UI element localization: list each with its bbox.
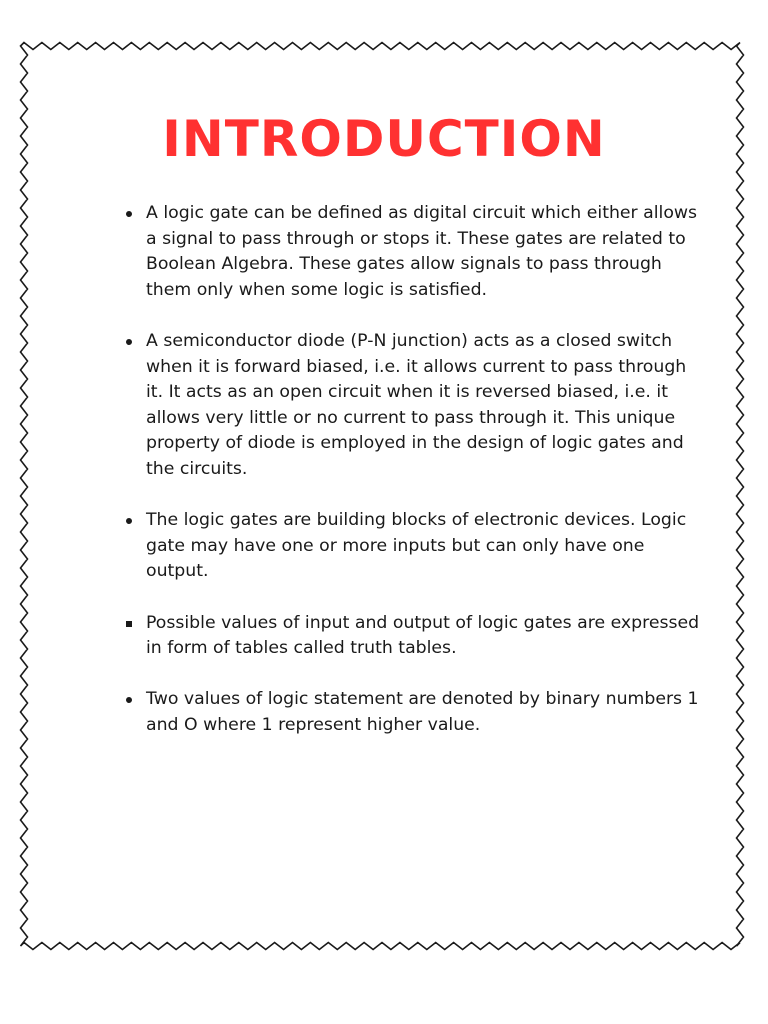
bullet-item bbox=[146, 687, 706, 738]
bullet-square-icon bbox=[126, 621, 132, 627]
bullet-item bbox=[146, 201, 706, 303]
bullet-text: A logic gate can be defined as digital circuit which either allows a signal to pass through or stops it. These gates are related to Boolean Algebra. These gates allow signals to pass through them only when some logic is satisfied. bbox=[146, 203, 698, 300]
page-title: INTRODUCTION bbox=[162, 110, 606, 168]
bullet-item bbox=[146, 329, 706, 483]
bullet-text: A semiconductor diode (P-N junction) acts as a closed switch when it is forward biased, i.e. it allows current to pass through it. It acts as an open circuit when it is reversed biased, i.e. it allows very little or no current to pass through it. This unique property of diode is employed in the design of logic gates and the circuits. bbox=[146, 330, 687, 479]
bullet-list bbox=[146, 201, 706, 764]
bullet-text: Two values of logic statement are denoted by binary numbers 1 and O where 1 represent higher value. bbox=[146, 689, 699, 735]
bullet-text: Possible values of input and output of logic gates are expressed in form of tables called truth tables. bbox=[146, 612, 700, 659]
bullet-item bbox=[146, 508, 706, 585]
bullet-dot-icon bbox=[126, 211, 132, 217]
bullet-item bbox=[146, 611, 706, 662]
bullet-text: The logic gates are building blocks of electronic devices. Logic gate may have one or more inputs but can only have one output. bbox=[146, 510, 687, 582]
bullet-dot-icon bbox=[126, 339, 132, 345]
